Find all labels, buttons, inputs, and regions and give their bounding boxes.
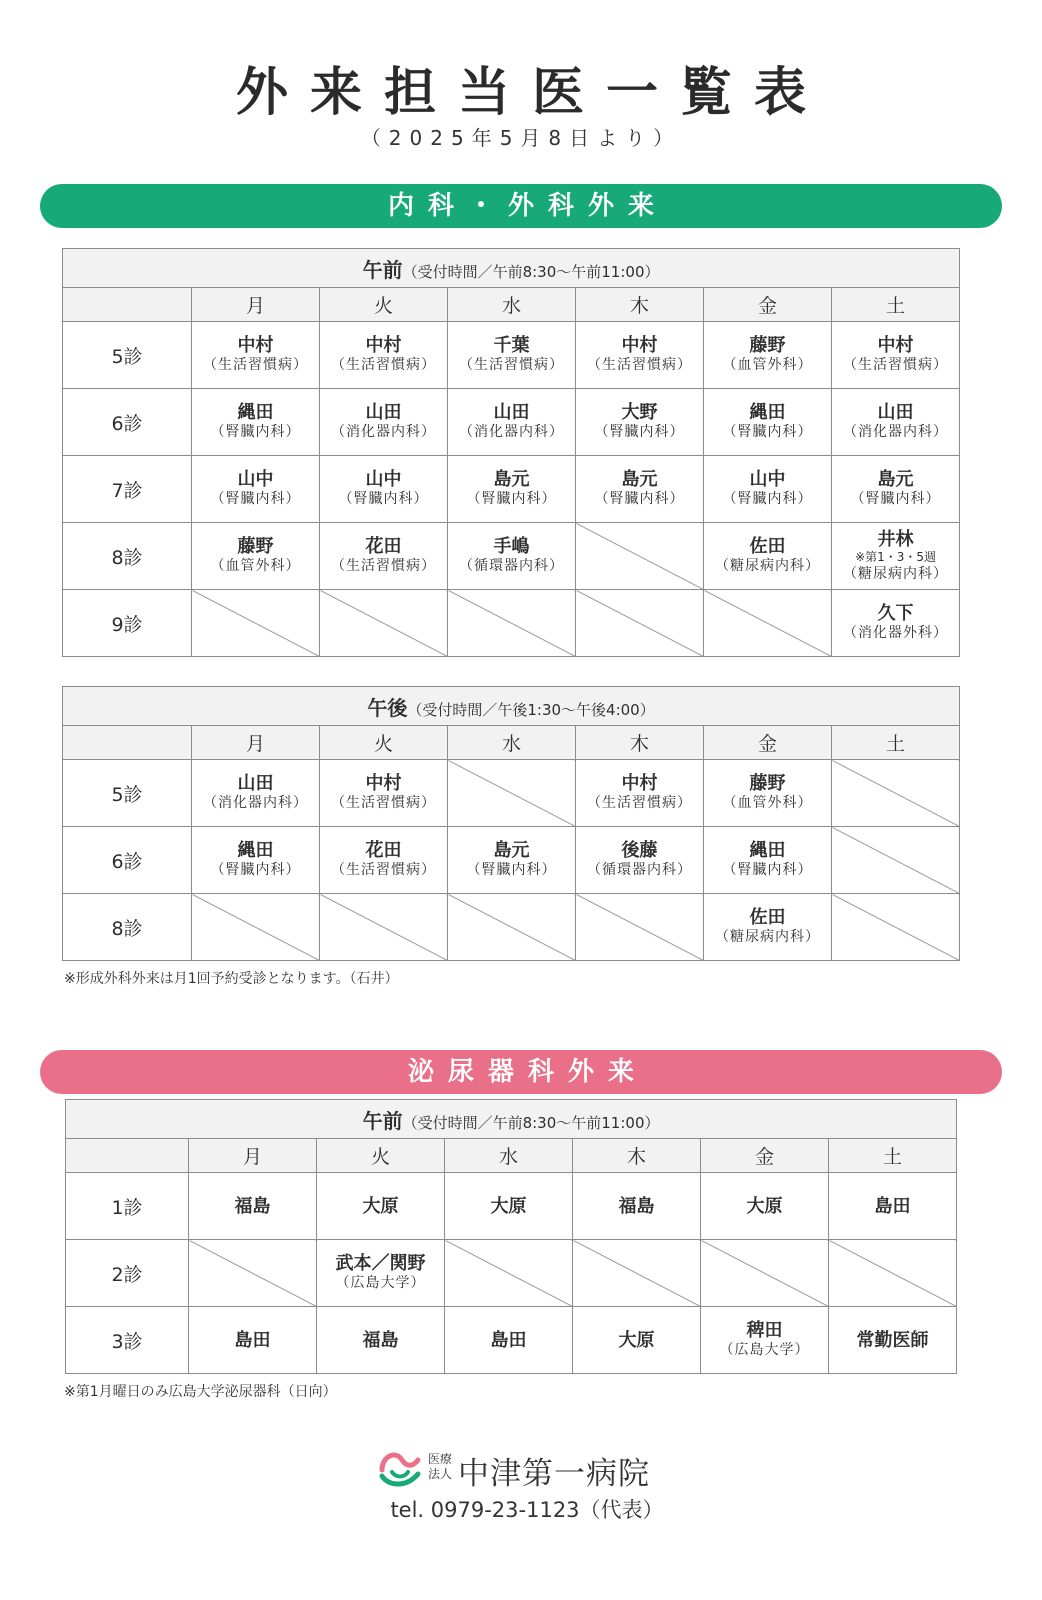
corp-line-2: 法人 (428, 1467, 453, 1481)
hospital-name: 中津第一病院 (458, 1456, 650, 1492)
doctor-name: 山中 (365, 469, 402, 490)
doctor-name: 大野 (621, 402, 658, 423)
doctor-name: 佐田 (749, 907, 786, 928)
corporation-label (428, 1452, 452, 1482)
doctor-slot (317, 1173, 445, 1240)
empty-slot (576, 590, 704, 657)
doctor-slot (576, 827, 704, 894)
doctor-slot (704, 760, 832, 827)
department: （腎臓内科） (210, 424, 301, 440)
weekday-header: 木 (576, 288, 704, 322)
doctor-name: 中村 (365, 773, 402, 794)
empty-slot (832, 894, 960, 961)
session-header-row (66, 1100, 957, 1139)
doctor-slot (320, 456, 448, 523)
doctor-slot (576, 760, 704, 827)
doctor-name: 中村 (621, 773, 658, 794)
weekday-header: 月 (192, 288, 320, 322)
department: （消化器内科） (843, 424, 949, 440)
internal-am-table (62, 248, 960, 657)
urology-am-table (65, 1099, 957, 1374)
room-row (63, 894, 960, 961)
department: （生活習慣病） (331, 795, 436, 811)
doctor-slot (189, 1307, 317, 1374)
room-label: 6診 (63, 827, 192, 894)
doctor-name: 島元 (877, 469, 914, 490)
doctor-slot (320, 389, 448, 456)
doctor-slot (445, 1173, 573, 1240)
session-header-row (63, 687, 960, 726)
weekday-header: 水 (448, 726, 576, 760)
room-row (66, 1240, 957, 1307)
doctor-slot (704, 827, 832, 894)
doctor-name: 手嶋 (493, 536, 530, 557)
doctor-slot (445, 1307, 573, 1374)
weekday-row (66, 1139, 957, 1173)
department: （糖尿病内科） (715, 558, 820, 574)
doctor-slot (320, 322, 448, 389)
doctor-name: 中村 (365, 335, 402, 356)
department: （血管外科） (722, 795, 813, 811)
doctor-slot (317, 1307, 445, 1374)
corp-line-1: 医療 (428, 1452, 453, 1466)
room-row (63, 760, 960, 827)
doctor-name: 花田 (365, 840, 402, 861)
reception-hours: （受付時間／午後1:30〜午後4:00） (407, 700, 655, 719)
room-row (66, 1307, 957, 1374)
empty-slot (576, 523, 704, 590)
doctor-name: 稗田 (746, 1320, 783, 1341)
doctor-name: 縄田 (237, 402, 274, 423)
doctor-name: 縄田 (749, 840, 786, 861)
internal-banner: 内科・外科外来 (40, 184, 1002, 228)
empty-slot (701, 1240, 829, 1307)
doctor-name: 縄田 (237, 840, 274, 861)
department: （腎臓内科） (338, 491, 429, 507)
weekday-header: 土 (832, 726, 960, 760)
room-row (63, 389, 960, 456)
doctor-name: 佐田 (749, 536, 786, 557)
weekday-header: 火 (317, 1139, 445, 1173)
department: （消化器外科） (843, 625, 949, 641)
internal-pm-table (62, 686, 960, 961)
department: （生活習慣病） (203, 357, 308, 373)
doctor-name: 武本／関野 (335, 1253, 426, 1274)
doctor-slot (829, 1307, 957, 1374)
weekday-row (63, 288, 960, 322)
weekday-header: 月 (189, 1139, 317, 1173)
hospital-logo-icon (376, 1446, 424, 1490)
doctor-slot (573, 1173, 701, 1240)
doctor-slot (704, 456, 832, 523)
empty-slot (576, 894, 704, 961)
doctor-slot (192, 389, 320, 456)
doctor-name: 大原 (746, 1195, 783, 1217)
room-label: 3診 (66, 1307, 189, 1374)
department: （血管外科） (210, 558, 301, 574)
department: （消化器内科） (331, 424, 436, 440)
empty-slot (192, 894, 320, 961)
weekday-header: 土 (829, 1139, 957, 1173)
doctor-slot (704, 523, 832, 590)
department: （糖尿病内科） (715, 929, 820, 945)
doctor-name: 山中 (749, 469, 786, 490)
doctor-slot (192, 322, 320, 389)
doctor-name: 常勤医師 (856, 1329, 929, 1351)
doctor-name: 中村 (237, 335, 274, 356)
doctor-name: 島田 (874, 1195, 911, 1217)
doctor-name: 山中 (237, 469, 274, 490)
doctor-slot (576, 389, 704, 456)
doctor-name: 福島 (618, 1195, 655, 1217)
room-row (63, 827, 960, 894)
doctor-slot (704, 389, 832, 456)
room-label: 2診 (66, 1240, 189, 1307)
doctor-slot (189, 1173, 317, 1240)
room-row (63, 456, 960, 523)
session-header-row (63, 249, 960, 288)
week-note: ※第1・3・5週 (855, 549, 937, 564)
department: （腎臓内科） (466, 862, 557, 878)
doctor-name: 縄田 (749, 402, 786, 423)
weekday-header: 土 (832, 288, 960, 322)
doctor-name: 藤野 (237, 536, 274, 557)
doctor-name: 後藤 (621, 840, 658, 861)
doctor-slot (448, 523, 576, 590)
weekday-header: 金 (701, 1139, 829, 1173)
department: （消化器内科） (459, 424, 564, 440)
doctor-slot (192, 523, 320, 590)
doctor-name: 島元 (493, 840, 530, 861)
doctor-slot (448, 827, 576, 894)
doctor-name: 福島 (362, 1329, 399, 1351)
doctor-slot (448, 456, 576, 523)
department: （腎臓内科） (722, 491, 813, 507)
department: （生活習慣病） (587, 357, 692, 373)
department: （広島大学） (335, 1275, 426, 1291)
department: （腎臓内科） (466, 491, 557, 507)
weekday-header: 木 (573, 1139, 701, 1173)
internal-note: ※形成外科外来は月1回予約受診となります。（石井） (64, 971, 399, 987)
doctor-name: 藤野 (749, 773, 786, 794)
doctor-slot (701, 1173, 829, 1240)
doctor-slot (701, 1307, 829, 1374)
empty-slot (832, 827, 960, 894)
empty-slot (189, 1240, 317, 1307)
department: （生活習慣病） (331, 357, 436, 373)
department: （腎臓内科） (594, 491, 685, 507)
department: （腎臓内科） (722, 862, 813, 878)
doctor-slot (704, 894, 832, 961)
room-label: 6診 (63, 389, 192, 456)
doctor-slot (192, 456, 320, 523)
empty-slot (448, 760, 576, 827)
empty-slot (829, 1240, 957, 1307)
doctor-slot (448, 389, 576, 456)
session-name: 午前 (362, 1108, 403, 1133)
doctor-slot (320, 523, 448, 590)
doctor-name: 福島 (234, 1195, 271, 1217)
empty-slot (320, 590, 448, 657)
room-label: 5診 (63, 760, 192, 827)
room-label: 5診 (63, 322, 192, 389)
room-row (66, 1173, 957, 1240)
corner-cell (63, 726, 192, 760)
doctor-slot (573, 1307, 701, 1374)
department: （生活習慣病） (459, 357, 564, 373)
department: （血管外科） (722, 357, 813, 373)
doctor-name: 大原 (618, 1329, 655, 1351)
telephone: tel. 0979-23-1123（代表） (390, 1498, 664, 1522)
doctor-name: 千葉 (493, 335, 530, 356)
doctor-slot (192, 827, 320, 894)
doctor-slot (320, 760, 448, 827)
empty-slot (192, 590, 320, 657)
department: （消化器内科） (203, 795, 308, 811)
doctor-slot (832, 523, 960, 590)
empty-slot (704, 590, 832, 657)
department: （腎臓内科） (722, 424, 813, 440)
weekday-header: 金 (704, 726, 832, 760)
weekday-header: 火 (320, 726, 448, 760)
department: （循環器内科） (587, 862, 692, 878)
corner-cell (63, 288, 192, 322)
doctor-name: 島元 (621, 469, 658, 490)
department: （腎臓内科） (210, 491, 301, 507)
session-header-cell (66, 1100, 957, 1139)
department: （生活習慣病） (843, 357, 949, 373)
doctor-slot (704, 322, 832, 389)
doctor-name: 山田 (877, 402, 914, 423)
doctor-name: 大原 (490, 1195, 527, 1217)
room-label: 1診 (66, 1173, 189, 1240)
empty-slot (448, 894, 576, 961)
session-name: 午前 (362, 257, 403, 282)
doctor-name: 島元 (493, 469, 530, 490)
reception-hours: （受付時間／午前8:30〜午前11:00） (402, 262, 660, 281)
doctor-name: 中村 (621, 335, 658, 356)
doctor-slot (317, 1240, 445, 1307)
page-subtitle: （2025年5月8日より） (360, 126, 682, 150)
department: （生活習慣病） (587, 795, 692, 811)
doctor-slot (832, 456, 960, 523)
session-name: 午後 (367, 695, 408, 720)
empty-slot (448, 590, 576, 657)
empty-slot (832, 760, 960, 827)
page-title: 外来担当医一覧表 (235, 63, 828, 123)
room-label: 8診 (63, 894, 192, 961)
doctor-name: 久下 (877, 603, 914, 624)
empty-slot (573, 1240, 701, 1307)
department: （腎臓内科） (850, 491, 941, 507)
room-label: 7診 (63, 456, 192, 523)
department: （糖尿病内科） (843, 565, 949, 582)
weekday-header: 月 (192, 726, 320, 760)
weekday-header: 水 (445, 1139, 573, 1173)
urology-note: ※第1月曜日のみ広島大学泌尿器科（日向） (64, 1384, 337, 1400)
room-row (63, 523, 960, 590)
room-label: 8診 (63, 523, 192, 590)
doctor-name: 山田 (493, 402, 530, 423)
department: （生活習慣病） (331, 558, 436, 574)
doctor-slot (192, 760, 320, 827)
doctor-slot (832, 590, 960, 657)
doctor-slot (320, 827, 448, 894)
weekday-header: 金 (704, 288, 832, 322)
doctor-name: 山田 (365, 402, 402, 423)
doctor-slot (576, 322, 704, 389)
session-header-cell (63, 687, 960, 726)
department: （生活習慣病） (331, 862, 436, 878)
doctor-name: 中村 (877, 335, 914, 356)
urology-banner: 泌尿器科外来 (40, 1050, 1002, 1094)
room-row (63, 322, 960, 389)
department: （循環器内科） (459, 558, 564, 574)
room-row (63, 590, 960, 657)
weekday-row (63, 726, 960, 760)
weekday-header: 水 (448, 288, 576, 322)
doctor-slot (829, 1173, 957, 1240)
doctor-slot (448, 322, 576, 389)
doctor-slot (832, 389, 960, 456)
empty-slot (445, 1240, 573, 1307)
weekday-header: 火 (320, 288, 448, 322)
doctor-name: 山田 (237, 773, 274, 794)
department: （広島大学） (719, 1342, 810, 1358)
doctor-name: 井林 (877, 528, 914, 550)
department: （腎臓内科） (594, 424, 685, 440)
empty-slot (320, 894, 448, 961)
session-header-cell (63, 249, 960, 288)
department: （腎臓内科） (210, 862, 301, 878)
doctor-name: 大原 (362, 1195, 399, 1217)
reception-hours: （受付時間／午前8:30〜午前11:00） (402, 1113, 660, 1132)
doctor-name: 藤野 (749, 335, 786, 356)
doctor-name: 島田 (234, 1329, 271, 1351)
room-label: 9診 (63, 590, 192, 657)
doctor-name: 花田 (365, 536, 402, 557)
doctor-name: 島田 (490, 1329, 527, 1351)
weekday-header: 木 (576, 726, 704, 760)
doctor-slot (576, 456, 704, 523)
doctor-slot (832, 322, 960, 389)
corner-cell (66, 1139, 189, 1173)
